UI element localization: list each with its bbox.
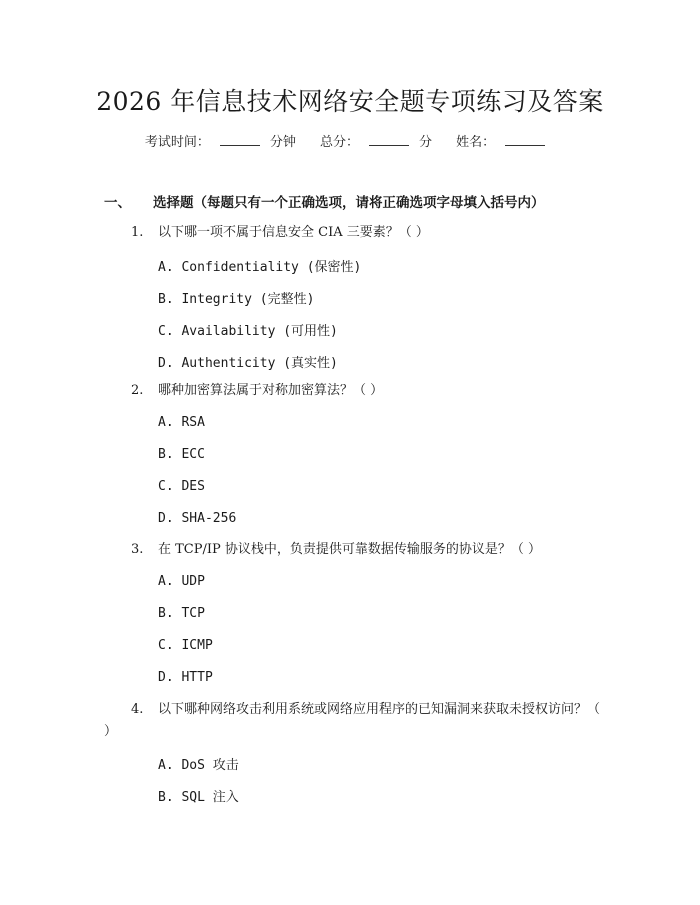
- option-1d: D. Authenticity (真实性): [158, 356, 338, 371]
- option-1a: A. Confidentiality (保密性): [158, 260, 362, 275]
- question-text: 在 TCP/IP 协议栈中，负责提供可靠数据传输服务的协议是？（ ）: [158, 542, 542, 557]
- option-4b: B. SQL 注入: [158, 790, 239, 805]
- option-2d: D. SHA-256: [158, 511, 237, 526]
- exam-meta: [0, 131, 700, 150]
- question-text: 哪种加密算法属于对称加密算法？（ ）: [158, 383, 384, 398]
- exam-score: [320, 135, 436, 150]
- option-4a: A. DoS 攻击: [158, 758, 239, 773]
- exam-name: [456, 135, 555, 150]
- time-blank: [220, 132, 260, 146]
- time-unit: 分钟: [269, 135, 296, 150]
- question-4: [104, 699, 604, 743]
- option-1b: B. Integrity (完整性): [158, 292, 315, 307]
- option-3b: B. TCP: [158, 606, 205, 621]
- option-2b: B. ECC: [158, 447, 205, 462]
- question-text: 以下哪种网络攻击利用系统或网络应用程序的已知漏洞来获取未授权访问？（ ）: [104, 702, 601, 739]
- exam-time: [145, 135, 300, 150]
- question-number: 3.: [131, 542, 144, 557]
- option-2a: A. RSA: [158, 415, 205, 430]
- question-2: [131, 380, 601, 402]
- question-number: 1.: [131, 225, 144, 240]
- question-number: 4.: [131, 702, 144, 717]
- name-label: 姓名：: [456, 135, 496, 150]
- section-heading: [104, 191, 545, 211]
- section-number: 一、: [104, 195, 131, 211]
- name-blank: [505, 132, 545, 146]
- score-unit: 分: [419, 135, 433, 150]
- time-label: 考试时间：: [144, 135, 210, 150]
- score-blank: [369, 132, 409, 146]
- option-3a: A. UDP: [158, 574, 205, 589]
- score-label: 总分：: [319, 135, 359, 150]
- option-2c: C. DES: [158, 479, 205, 494]
- section-title: 选择题（每题只有一个正确选项，请将正确选项字母填入括号内）: [153, 195, 545, 211]
- question-3: [131, 539, 601, 561]
- question-text: 以下哪一项不属于信息安全 CIA 三要素？（ ）: [158, 225, 429, 240]
- option-3d: D. HTTP: [158, 670, 213, 685]
- question-number: 2.: [131, 383, 144, 398]
- question-1: [131, 222, 601, 244]
- page-title: 2026 年信息技术网络安全题专项练习及答案: [96, 87, 604, 116]
- option-3c: C. ICMP: [158, 638, 213, 653]
- option-1c: C. Availability (可用性): [158, 324, 338, 339]
